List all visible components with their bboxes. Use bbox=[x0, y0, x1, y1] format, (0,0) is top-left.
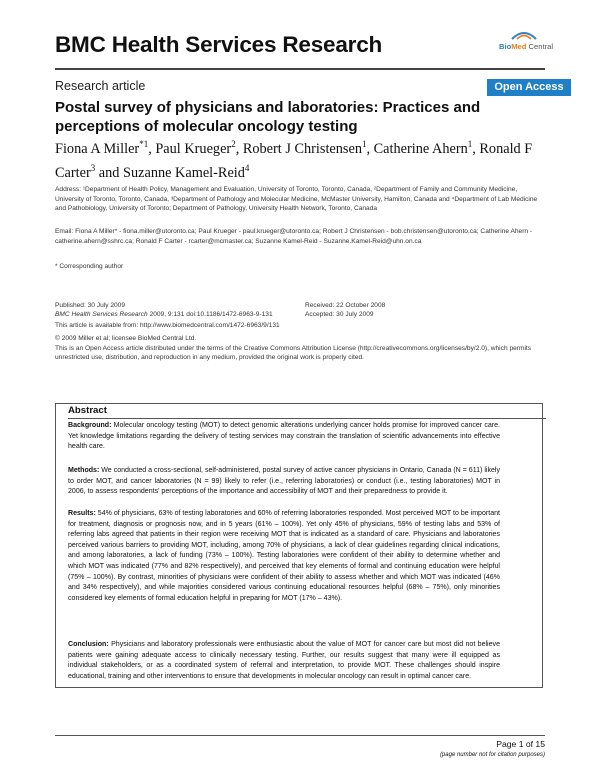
license-text: This is an Open Access article distributed under the terms of the Creative Commons Attribution License (http://creativecommons.org/licenses/by/2.0), which permits unrestricted use, distribution, and reproduction in any medium, provided the original work is properly cited. bbox=[55, 344, 532, 362]
copyright-block bbox=[55, 334, 545, 363]
results-text: 54% of physicians, 63% of testing laboratories and 60% of referring laboratories responded. Most perceived MOT to be important for treatment, diagnosis or prognosis now, and in 5 years (61% – 100%). Yet only 45% of physicians, 59% of testing labs and 53% of referring labs agreed that patients in their region were receiving MOT that is indicated as a standard of care. Physicians and laboratories perceived various barriers to providing MOT, including, among 70% of physicians, a lack of clear guidelines regarding clinical indications, and among laboratories, a lack of funding (73% – 100%). Testing laboratories were confident of their ability to determine whether and which MOT was indicated (77% and 82% respectively), and perceived that key elements of formal and continuing education were helpful (75% – 100%). By contrast, minorities of physicians were confident of their ability to assess whether and which MOT was indicated (46% and 34% respectively), and while majorities considered various continuing educational resources helpful (68% – 75%), only minorities considered key elements of formal education helpful in preparing for MOT (17% – 43%). bbox=[68, 510, 500, 602]
corresponding-author-note: * Corresponding author bbox=[55, 263, 124, 270]
methods-text: We conducted a cross-sectional, self-administered, postal survey of active cancer physicians in Ontario, Canada (N = 611) likely to order MOT, and cancer laboratories (N = 99) likely to refer (i.e., referring laboratories) or conduct (i.e., testing laboratories) MOT in 2006, to assess respondents' perceptions of the importance and accessibility of MOT and their preparedness to provide it. bbox=[68, 467, 500, 496]
accepted-date: Accepted: 30 July 2009 bbox=[305, 311, 374, 318]
logo-med: Med bbox=[511, 42, 527, 51]
conclusion-label: Conclusion: bbox=[68, 641, 109, 648]
abstract-results bbox=[68, 509, 500, 604]
abstract-methods bbox=[68, 466, 500, 498]
author-name: Ronald F Carter bbox=[55, 140, 533, 181]
abstract-background bbox=[68, 421, 500, 453]
biomed-central-logo bbox=[499, 30, 555, 52]
author-affiliation-mark: 4 bbox=[244, 162, 250, 173]
logo-bio: Bio bbox=[499, 42, 512, 51]
author-separator: , bbox=[472, 140, 480, 157]
article-type: Research article bbox=[55, 79, 146, 93]
results-label: Results: bbox=[68, 510, 96, 517]
author-separator: , bbox=[366, 140, 374, 157]
author-name: Robert J Christensen bbox=[242, 140, 362, 157]
journal-title: BMC Health Services Research bbox=[55, 32, 383, 57]
author-separator: , bbox=[235, 140, 243, 157]
author-name: Suzanne Kamel-Reid bbox=[123, 164, 245, 181]
author-affiliation-mark: 1 bbox=[467, 139, 473, 149]
page-number: Page 1 of 15 bbox=[496, 739, 545, 749]
paper-title: Postal survey of physicians and laboratories: Practices and perceptions of molecular oncology testing bbox=[55, 99, 481, 135]
open-access-badge: Open Access bbox=[487, 79, 571, 96]
published-date: Published: 30 July 2009 bbox=[55, 302, 126, 309]
author-address: Address: ¹Department of Health Policy, Management and Evaluation, University of Toronto, Toronto, Canada, ²Department of Family and Community Medicine, University of Toronto, Toronto, Canada, ³Department of Pathology and Molecular Medicine, McMaster University, Hamilton, Canada and ⁴Department of Lab Medicine and Pathobiology, University of Toronto; Department of Pathology, University Health Network, Toronto, Canada bbox=[55, 186, 538, 213]
abstract-heading: Abstract bbox=[68, 405, 107, 416]
author-list bbox=[55, 135, 535, 183]
author-name: Catherine Ahern bbox=[373, 140, 468, 157]
citation-details: 2009, 9:131 doi:10.1186/1472-6963-9-131 bbox=[147, 311, 273, 318]
background-label: Background: bbox=[68, 422, 112, 429]
citation-journal: BMC Health Services Research bbox=[55, 311, 148, 318]
footer-rule bbox=[55, 735, 545, 736]
logo-arc-icon bbox=[511, 30, 537, 40]
author-emails: Email: Fiona A Miller* - fiona.miller@utoronto.ca; Paul Krueger - paul.krueger@utoronto.ca; Robert J Christensen - bob.christensen@utoronto.ca; Catherine Ahern - catherine.ahern@sshrc.ca; Ronald F Carter - rcarter@mcmaster.ca; Suzanne Kamel-Reid - Suzanne.Kamel-Reid@uhn.on.ca bbox=[55, 228, 533, 245]
received-date: Received: 22 October 2008 bbox=[305, 302, 386, 309]
logo-central: Central bbox=[526, 42, 554, 51]
header-rule bbox=[55, 68, 545, 70]
author-separator: and bbox=[95, 164, 124, 181]
author-affiliation-mark: 2 bbox=[231, 139, 236, 149]
abstract-conclusion bbox=[68, 640, 500, 682]
methods-label: Methods: bbox=[68, 467, 100, 474]
author-affiliation-mark: 1 bbox=[361, 139, 367, 149]
author-name: Paul Krueger bbox=[155, 140, 232, 157]
background-text: Molecular oncology testing (MOT) to detect genomic alterations underlying cancer holds promise for improved cancer care. Yet knowledge limitations regarding the delivery of testing services may constrain the translation of scientific advancements into effective health care. bbox=[68, 422, 500, 451]
author-affiliation-mark: *1 bbox=[139, 139, 149, 149]
page-number-note: (page number not for citation purposes) bbox=[439, 752, 545, 758]
author-affiliation-mark: 3 bbox=[90, 162, 96, 173]
abstract-rule bbox=[68, 418, 546, 419]
conclusion-text: Physicians and laboratory professionals were enthusiastic about the value of MOT for cancer care but most did not believe patients were gaining adequate access to clinically necessary testing. Further, our results suggest that many were ill equipped as individual stakeholders, or as a coordinated system of referral and interpretation, to provide MOT. These challenges should inspire educational, training and other interventions to ensure that developments in molecular oncology can result in optimal cancer care. bbox=[68, 641, 500, 680]
article-url[interactable]: This article is available from: http://www.biomedcentral.com/1472-6963/9/131 bbox=[55, 322, 280, 329]
author-separator: , bbox=[148, 140, 156, 157]
author-name: Fiona A Miller bbox=[55, 140, 140, 157]
copyright-line: © 2009 Miller et al; licensee BioMed Central Ltd. bbox=[55, 335, 197, 342]
